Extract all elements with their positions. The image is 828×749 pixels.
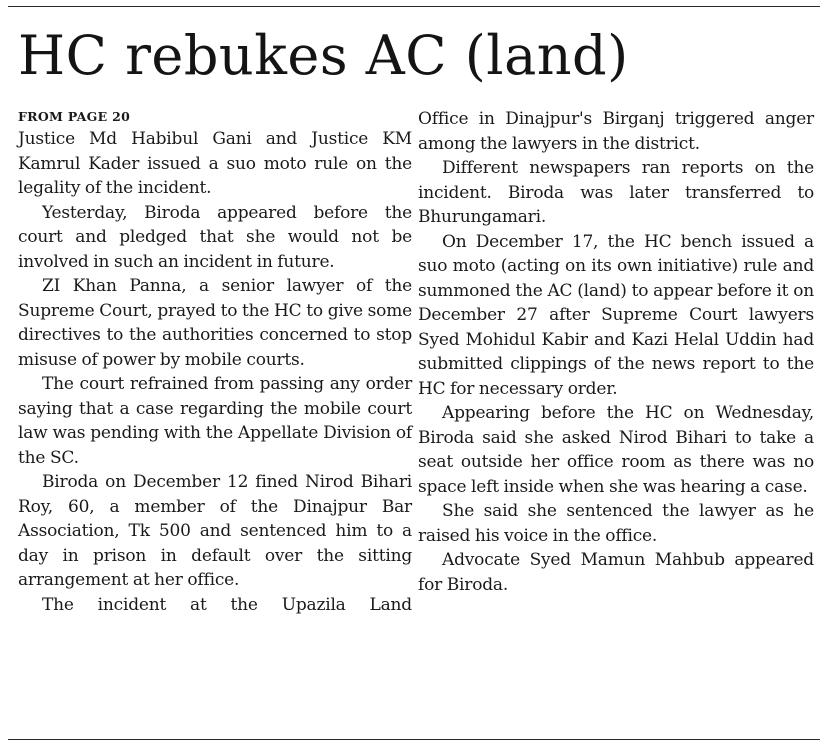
top-rule [8,6,820,7]
paragraph: Justice Md Habibul Gani and Justice KM Kamrul Kader issued a suo moto rule on the legality of the incident. [18,129,412,198]
paragraph: Different newspapers ran reports on the incident. Biroda was later transferred to Bhurungamari. [418,158,814,227]
paragraph: Office in Dinajpur's Birganj triggered anger among the lawyers in the district. [418,109,814,154]
right-column [418,107,814,597]
bottom-rule [8,739,820,740]
paragraph: The incident at the Upazila Land [42,594,412,615]
paragraph: She said she sentenced the lawyer as he raised his voice in the office. [418,501,814,546]
paragraph: Advocate Syed Mamun Mahbub appeared for Biroda. [418,550,814,595]
paragraph: The court refrained from passing any order saying that a case regarding the mobile court law was pending with the Appellate Division of the SC. [18,374,412,468]
headline: HC rebukes AC (land) [18,24,629,87]
left-column [18,107,412,617]
paragraph: Yesterday, Biroda appeared before the court and pledged that she would not be involved in such an incident in future. [18,202,412,272]
paragraph: Appearing before the HC on Wednesday, Biroda said she asked Nirod Bihari to take a seat outside her office room as there was no space left inside when she was hearing a case. [418,403,814,497]
continuation-kicker: FROM PAGE 20 [18,109,131,124]
paragraph: ZI Khan Panna, a senior lawyer of the Supreme Court, prayed to the HC to give some directives to the authorities concerned to stop misuse of power by mobile courts. [18,276,412,370]
paragraph: On December 17, the HC bench issued a suo moto (acting on its own initiative) rule and summoned the AC (land) to appear before it on December 27 after Supreme Court lawyers Syed Mohidul Kabir and Kazi Helal Uddin had submitted clippings of the news report to the HC for necessary order. [418,231,814,399]
paragraph: Biroda on December 12 fined Nirod Bihari Roy, 60, a member of the Dinajpur Bar Association, Tk 500 and sentenced him to a day in prison in default over the sitting arrangement at her office. [18,472,412,590]
